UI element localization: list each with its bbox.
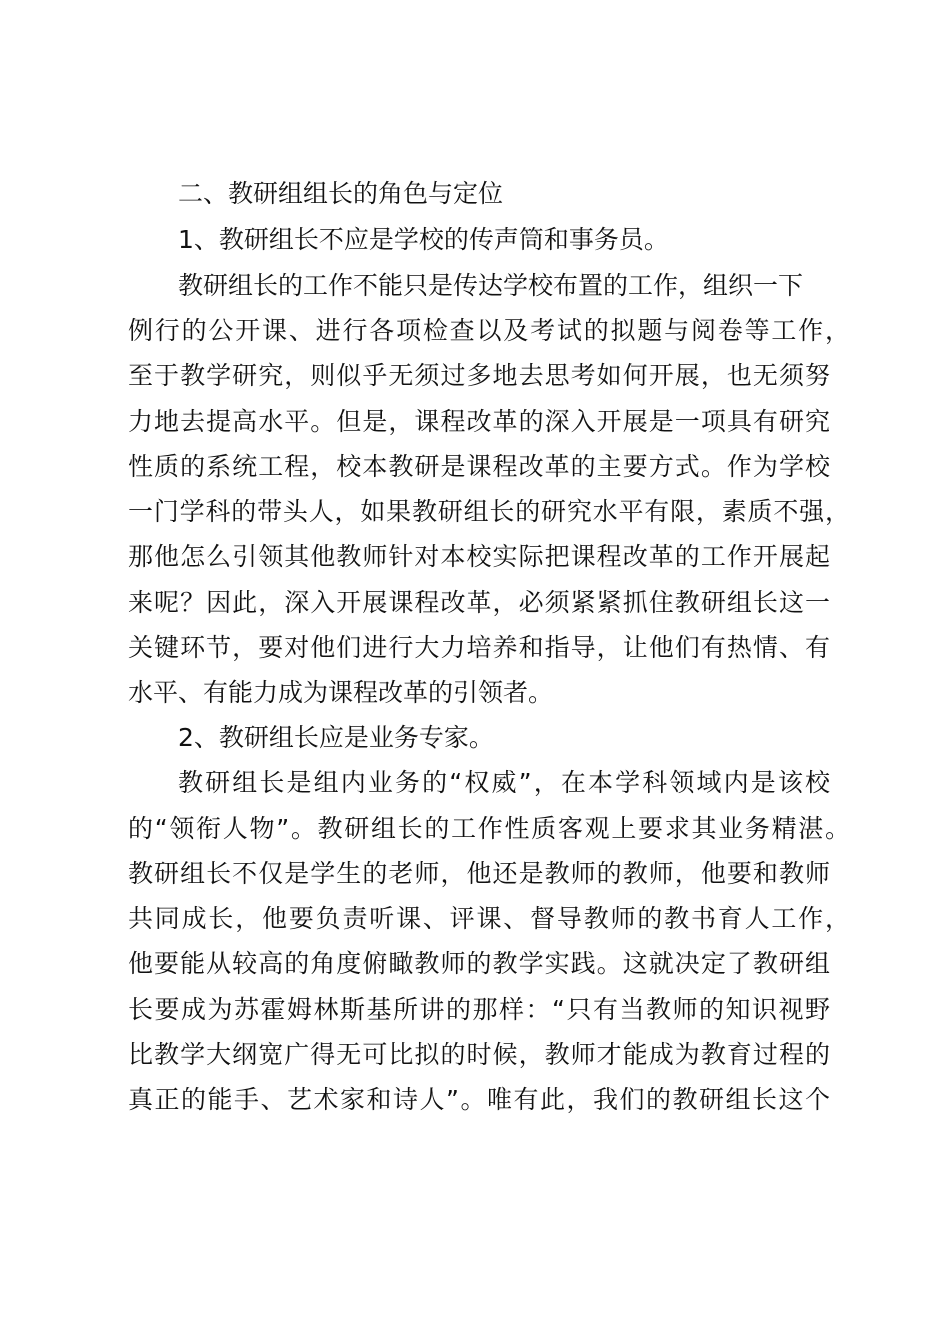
- paragraph-1-line-1: 教研组长的工作不能只是传达学校布置的工作，组织一下: [178, 271, 804, 300]
- paragraph-1-line-6: 一门学科的带头人，如果教研组长的研究水平有限，素质不强，: [128, 497, 850, 526]
- section-heading: 二、教研组组长的角色与定位: [178, 179, 504, 208]
- paragraph-2-line-7: 比教学大纲宽广得无可比拟的时候，教师才能成为教育过程的: [128, 1040, 830, 1069]
- paragraph-2-line-6: 长要成为苏霍姆林斯基所讲的那样：“只有当教师的知识视野: [128, 995, 830, 1024]
- paragraph-1-line-7: 那他怎么引领其他教师针对本校实际把课程改革的工作开展起: [128, 542, 830, 571]
- paragraph-1-line-10: 水平、有能力成为课程改革的引领者。: [128, 678, 554, 707]
- paragraph-2-line-3: 教研组长不仅是学生的老师，他还是教师的教师，他要和教师: [128, 859, 830, 888]
- paragraph-1-line-3: 至于教学研究，则似乎无须过多地去思考如何开展，也无须努: [128, 361, 830, 390]
- paragraph-2-line-8: 真正的能手、艺术家和诗人”。唯有此，我们的教研组长这个: [128, 1085, 830, 1114]
- paragraph-1-line-5: 性质的系统工程，校本教研是课程改革的主要方式。作为学校: [128, 452, 830, 481]
- paragraph-1-line-4: 力地去提高水平。但是，课程改革的深入开展是一项具有研究: [128, 407, 830, 436]
- paragraph-2-line-2: 的“领衔人物”。教研组长的工作性质客观上要求其业务精湛。: [128, 814, 850, 843]
- paragraph-2-line-5: 他要能从较高的角度俯瞰教师的教学实践。这就决定了教研组: [128, 949, 830, 978]
- paragraph-1-line-9: 关键环节，要对他们进行大力培养和指导，让他们有热情、有: [128, 633, 830, 662]
- subheading-1: 1、教研组长不应是学校的传声筒和事务员。: [178, 225, 669, 254]
- paragraph-2-line-4: 共同成长，他要负责听课、评课、督导教师的教书育人工作，: [128, 904, 850, 933]
- paragraph-2-line-1: 教研组长是组内业务的“权威”，在本学科领域内是该校: [178, 768, 830, 797]
- subheading-2: 2、教研组长应是业务专家。: [178, 723, 494, 752]
- paragraph-1-line-8: 来呢？因此，深入开展课程改革，必须紧紧抓住教研组长这一: [128, 588, 830, 617]
- paragraph-1-line-2: 例行的公开课、进行各项检查以及考试的拟题与阅卷等工作，: [128, 316, 850, 345]
